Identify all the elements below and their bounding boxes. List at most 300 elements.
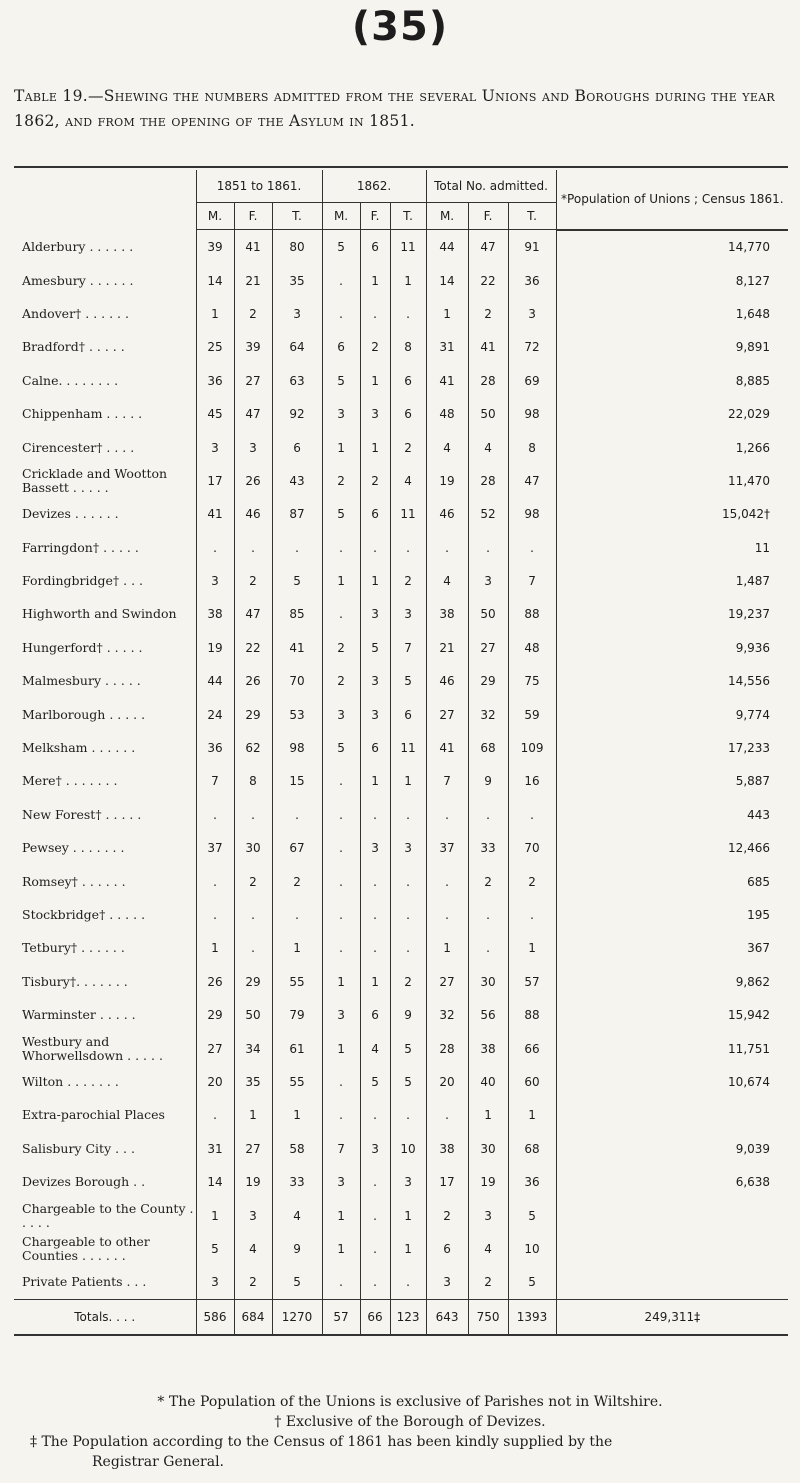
cell-period1-t: 79 xyxy=(272,998,322,1031)
cell-total-m: 4 xyxy=(426,564,468,597)
cell-period1-t: . xyxy=(272,798,322,831)
cell-total-f: 41 xyxy=(468,331,508,364)
cell-period2-m: . xyxy=(322,264,360,297)
cell-period1-m: 3 xyxy=(196,564,234,597)
footnote-star: * The Population of the Unions is exclusive of Parishes not in Wiltshire. xyxy=(157,1394,663,1410)
cell-period1-m: 7 xyxy=(196,765,234,798)
cell-total-f: 3 xyxy=(468,1199,508,1232)
table-row xyxy=(14,297,788,330)
cell-period2-f: 6 xyxy=(360,731,390,764)
cell-period2-t: 1 xyxy=(390,264,426,297)
table-row xyxy=(14,564,788,597)
cell-period1-m: 38 xyxy=(196,598,234,631)
table-row xyxy=(14,932,788,965)
cell-period2-f: . xyxy=(360,1099,390,1132)
population-cell: 9,891 xyxy=(556,331,788,364)
cell-period1-m: 36 xyxy=(196,364,234,397)
population-cell: 11,470 xyxy=(556,464,788,497)
cell-period2-f: 5 xyxy=(360,1065,390,1098)
cell-period2-t: 4 xyxy=(390,464,426,497)
table-row xyxy=(14,898,788,931)
table-row xyxy=(14,832,788,865)
table-row xyxy=(14,1032,788,1065)
cell-period2-f: 3 xyxy=(360,1132,390,1165)
cell-period2-m: 1 xyxy=(322,1232,360,1265)
cell-period2-t: . xyxy=(390,297,426,330)
cell-total-f: 22 xyxy=(468,264,508,297)
cell-period1-t: 6 xyxy=(272,431,322,464)
cell-period2-t: 1 xyxy=(390,1232,426,1265)
cell-total-m: 37 xyxy=(426,832,468,865)
cell-period2-t: 10 xyxy=(390,1132,426,1165)
cell-period1-m: 1 xyxy=(196,1199,234,1232)
population-cell: 17,233 xyxy=(556,731,788,764)
cell-total-f: 29 xyxy=(468,665,508,698)
cell-period1-f: 2 xyxy=(234,1266,272,1300)
cell-period1-f: 26 xyxy=(234,464,272,497)
table-row xyxy=(14,631,788,664)
cell-total-f: 28 xyxy=(468,464,508,497)
table-row xyxy=(14,498,788,531)
cell-period1-t: 1270 xyxy=(272,1300,322,1336)
population-cell: 14,770 xyxy=(556,230,788,264)
row-name: Westbury and Whorwellsdown . . . . . xyxy=(22,1033,163,1063)
cell-period1-t: 55 xyxy=(272,1065,322,1098)
population-cell: 249,311‡ xyxy=(556,1300,788,1336)
table-row xyxy=(14,798,788,831)
cell-period2-f: . xyxy=(360,1165,390,1198)
cell-total-t: 3 xyxy=(508,297,556,330)
footnote-ddagger-cont: Registrar General. xyxy=(92,1454,224,1470)
cell-total-t: 109 xyxy=(508,731,556,764)
cell-period1-f: 2 xyxy=(234,865,272,898)
cell-period2-t: . xyxy=(390,798,426,831)
cell-total-f: 27 xyxy=(468,631,508,664)
cell-period1-f: 21 xyxy=(234,264,272,297)
cell-period1-t: 35 xyxy=(272,264,322,297)
table-row xyxy=(14,998,788,1031)
table-row xyxy=(14,331,788,364)
row-name: Marlborough . . . . . xyxy=(22,706,146,722)
row-name: Malmesbury . . . . . xyxy=(22,673,141,689)
cell-period2-t: 5 xyxy=(390,665,426,698)
cell-period2-t: 5 xyxy=(390,1032,426,1065)
cell-total-t: 48 xyxy=(508,631,556,664)
cell-period1-f: 34 xyxy=(234,1032,272,1065)
cell-period2-f: 66 xyxy=(360,1300,390,1336)
row-name: Melksham . . . . . . xyxy=(22,740,136,756)
cell-period1-m: . xyxy=(196,531,234,564)
cell-total-m: 27 xyxy=(426,965,468,998)
cell-period1-f: 2 xyxy=(234,297,272,330)
cell-period1-t: 5 xyxy=(272,564,322,597)
table-row xyxy=(14,431,788,464)
table-caption xyxy=(14,84,786,134)
table-row xyxy=(14,230,788,264)
population-cell: 12,466 xyxy=(556,832,788,865)
cell-period1-m: 3 xyxy=(196,431,234,464)
cell-period2-m: . xyxy=(322,865,360,898)
cell-total-t: 36 xyxy=(508,1165,556,1198)
cell-total-f: . xyxy=(468,798,508,831)
population-cell: 6,638 xyxy=(556,1165,788,1198)
cell-total-t: 98 xyxy=(508,498,556,531)
cell-total-m: 4 xyxy=(426,431,468,464)
cell-period2-t: 3 xyxy=(390,832,426,865)
cell-period1-m: 586 xyxy=(196,1300,234,1336)
cell-period1-m: 5 xyxy=(196,1232,234,1265)
population-cell: 8,885 xyxy=(556,364,788,397)
cell-total-t: 72 xyxy=(508,331,556,364)
cell-total-t: 68 xyxy=(508,1132,556,1165)
cell-period1-m: 36 xyxy=(196,731,234,764)
population-cell: 685 xyxy=(556,865,788,898)
cell-period1-f: 39 xyxy=(234,331,272,364)
cell-total-t: 88 xyxy=(508,998,556,1031)
cell-period2-t: . xyxy=(390,932,426,965)
cell-total-t: 10 xyxy=(508,1232,556,1265)
cell-total-t: 2 xyxy=(508,865,556,898)
row-name: Tisbury†. . . . . . . xyxy=(22,973,128,989)
cell-period1-f: 29 xyxy=(234,698,272,731)
population-cell: 9,039 xyxy=(556,1132,788,1165)
cell-period2-t: 8 xyxy=(390,331,426,364)
sub-header-t: T. xyxy=(508,203,556,230)
population-cell: 15,942 xyxy=(556,998,788,1031)
cell-period2-m: . xyxy=(322,832,360,865)
cell-total-m: 2 xyxy=(426,1199,468,1232)
cell-total-t: 5 xyxy=(508,1199,556,1232)
cell-total-m: 6 xyxy=(426,1232,468,1265)
table-row xyxy=(14,397,788,430)
cell-period2-f: . xyxy=(360,1266,390,1300)
cell-period1-m: 44 xyxy=(196,665,234,698)
cell-total-f: 4 xyxy=(468,1232,508,1265)
cell-period2-t: 1 xyxy=(390,1199,426,1232)
cell-total-m: 32 xyxy=(426,998,468,1031)
cell-period2-f: 3 xyxy=(360,397,390,430)
cell-period1-f: 41 xyxy=(234,230,272,264)
row-name: Tetbury† . . . . . . xyxy=(22,940,125,956)
table-row xyxy=(14,1065,788,1098)
cell-period1-f: . xyxy=(234,798,272,831)
cell-period1-f: 1 xyxy=(234,1099,272,1132)
cell-period2-f: 6 xyxy=(360,498,390,531)
cell-period1-f: 47 xyxy=(234,598,272,631)
cell-total-m: 20 xyxy=(426,1065,468,1098)
population-cell: 8,127 xyxy=(556,264,788,297)
cell-total-f: 30 xyxy=(468,965,508,998)
cell-period2-m: 2 xyxy=(322,464,360,497)
cell-period2-m: 3 xyxy=(322,397,360,430)
cell-period1-t: 1 xyxy=(272,1099,322,1132)
cell-total-m: . xyxy=(426,798,468,831)
cell-period1-m: . xyxy=(196,1099,234,1132)
cell-period1-t: 70 xyxy=(272,665,322,698)
cell-total-f: 9 xyxy=(468,765,508,798)
cell-total-m: 46 xyxy=(426,498,468,531)
population-cell: 9,774 xyxy=(556,698,788,731)
row-name: Highworth and Swindon xyxy=(22,606,177,622)
cell-period2-m: . xyxy=(322,932,360,965)
cell-period1-t: 15 xyxy=(272,765,322,798)
cell-total-m: 643 xyxy=(426,1300,468,1336)
footnote-ddagger: ‡ The Population according to the Census of 1861 has been kindly supplied by the xyxy=(30,1434,613,1450)
cell-period1-f: 62 xyxy=(234,731,272,764)
cell-period2-t: 6 xyxy=(390,397,426,430)
cell-period1-t: 92 xyxy=(272,397,322,430)
population-cell xyxy=(556,1199,788,1232)
cell-period1-m: 29 xyxy=(196,998,234,1031)
cell-period1-m: 20 xyxy=(196,1065,234,1098)
cell-total-f: . xyxy=(468,898,508,931)
cell-period2-f: 4 xyxy=(360,1032,390,1065)
cell-period2-m: 1 xyxy=(322,1199,360,1232)
cell-total-m: 17 xyxy=(426,1165,468,1198)
cell-total-f: 19 xyxy=(468,1165,508,1198)
cell-total-t: 1 xyxy=(508,1099,556,1132)
cell-total-m: 7 xyxy=(426,765,468,798)
table-row xyxy=(14,698,788,731)
cell-total-f: 40 xyxy=(468,1065,508,1098)
row-name: Calne. . . . . . . . xyxy=(22,372,119,388)
population-cell: 9,862 xyxy=(556,965,788,998)
cell-period1-f: 27 xyxy=(234,1132,272,1165)
cell-period1-f: 3 xyxy=(234,1199,272,1232)
cell-period2-f: . xyxy=(360,865,390,898)
population-cell: 11,751 xyxy=(556,1032,788,1065)
cell-period1-m: 3 xyxy=(196,1266,234,1300)
cell-period1-m: 1 xyxy=(196,297,234,330)
cell-period1-f: 4 xyxy=(234,1232,272,1265)
cell-total-m: 27 xyxy=(426,698,468,731)
table-row xyxy=(14,598,788,631)
cell-period2-m: 5 xyxy=(322,364,360,397)
cell-period2-m: 2 xyxy=(322,631,360,664)
footnote-dagger: † Exclusive of the Borough of Devizes. xyxy=(274,1414,546,1430)
cell-total-f: 68 xyxy=(468,731,508,764)
cell-total-f: 1 xyxy=(468,1099,508,1132)
cell-total-f: 56 xyxy=(468,998,508,1031)
row-name: Extra-parochial Places xyxy=(22,1107,165,1123)
cell-period1-t: . xyxy=(272,531,322,564)
cell-period2-f: . xyxy=(360,1199,390,1232)
cell-total-m: 44 xyxy=(426,230,468,264)
table-row xyxy=(14,1132,788,1165)
cell-period1-t: 5 xyxy=(272,1266,322,1300)
sub-header-m: M. xyxy=(322,203,360,230)
row-name: Devizes . . . . . . xyxy=(22,506,119,522)
cell-total-m: 21 xyxy=(426,631,468,664)
cell-period2-m: 7 xyxy=(322,1132,360,1165)
table-row xyxy=(14,765,788,798)
row-name: Alderbury . . . . . . xyxy=(22,238,134,254)
cell-period1-m: 14 xyxy=(196,1165,234,1198)
population-cell: 195 xyxy=(556,898,788,931)
population-cell: 11 xyxy=(556,531,788,564)
cell-total-m: 41 xyxy=(426,731,468,764)
row-name: Fordingbridge† . . . xyxy=(22,573,144,589)
cell-period1-t: 1 xyxy=(272,932,322,965)
total-header: Total No. admitted. xyxy=(426,170,556,203)
cell-total-m: 1 xyxy=(426,297,468,330)
cell-period1-f: 26 xyxy=(234,665,272,698)
table-row xyxy=(14,364,788,397)
cell-period2-m: . xyxy=(322,531,360,564)
cell-period1-t: 98 xyxy=(272,731,322,764)
cell-period1-t: 85 xyxy=(272,598,322,631)
population-cell: 15,042† xyxy=(556,498,788,531)
corner-cell xyxy=(14,170,196,203)
population-header: *Population of Unions ; Census 1861. xyxy=(556,170,788,230)
cell-total-f: 32 xyxy=(468,698,508,731)
cell-period2-t: . xyxy=(390,1266,426,1300)
table-row xyxy=(14,531,788,564)
population-cell: 5,887 xyxy=(556,765,788,798)
table-row xyxy=(14,264,788,297)
cell-period2-t: 5 xyxy=(390,1065,426,1098)
cell-period2-f: 5 xyxy=(360,631,390,664)
table-row xyxy=(14,965,788,998)
cell-period2-t: 6 xyxy=(390,364,426,397)
cell-period2-m: 1 xyxy=(322,564,360,597)
cell-period1-f: 8 xyxy=(234,765,272,798)
cell-period1-t: 63 xyxy=(272,364,322,397)
table-body xyxy=(14,230,788,1336)
cell-period1-t: 53 xyxy=(272,698,322,731)
row-name: Chippenham . . . . . xyxy=(22,406,143,422)
row-name: Wilton . . . . . . . xyxy=(22,1073,119,1089)
cell-total-m: . xyxy=(426,865,468,898)
cell-period2-t: . xyxy=(390,531,426,564)
population-cell: 367 xyxy=(556,932,788,965)
cell-period2-m: . xyxy=(322,1065,360,1098)
cell-period1-m: 31 xyxy=(196,1132,234,1165)
cell-period1-f: 27 xyxy=(234,364,272,397)
cell-total-f: . xyxy=(468,531,508,564)
cell-period1-f: 2 xyxy=(234,564,272,597)
caption-label: Table 19. xyxy=(14,87,88,105)
cell-total-m: 3 xyxy=(426,1266,468,1300)
cell-total-m: 41 xyxy=(426,364,468,397)
row-name: Totals. . . . xyxy=(14,1300,196,1336)
cell-total-t: 75 xyxy=(508,665,556,698)
cell-period2-f: 1 xyxy=(360,564,390,597)
cell-period1-m: 24 xyxy=(196,698,234,731)
cell-period2-m: 5 xyxy=(322,731,360,764)
cell-period2-f: . xyxy=(360,297,390,330)
page-number: (35) xyxy=(351,4,449,50)
cell-period2-m: . xyxy=(322,798,360,831)
row-name: Salisbury City . . . xyxy=(22,1140,135,1156)
cell-period1-m: . xyxy=(196,798,234,831)
cell-period1-t: 9 xyxy=(272,1232,322,1265)
population-cell xyxy=(556,1266,788,1300)
cell-period1-f: . xyxy=(234,531,272,564)
cell-total-m: 1 xyxy=(426,932,468,965)
cell-total-f: 50 xyxy=(468,397,508,430)
cell-total-f: 33 xyxy=(468,832,508,865)
cell-period2-t: . xyxy=(390,898,426,931)
population-cell: 9,936 xyxy=(556,631,788,664)
cell-total-f: 2 xyxy=(468,1266,508,1300)
table-row xyxy=(14,1199,788,1232)
cell-period1-f: 684 xyxy=(234,1300,272,1336)
cell-period2-f: 1 xyxy=(360,364,390,397)
row-name: Hungerford† . . . . . xyxy=(22,639,143,655)
cell-period2-t: 1 xyxy=(390,765,426,798)
row-name: Warminster . . . . . xyxy=(22,1007,136,1023)
cell-period2-f: 1 xyxy=(360,431,390,464)
row-name: Romsey† . . . . . . xyxy=(22,873,126,889)
cell-period1-t: 64 xyxy=(272,331,322,364)
cell-total-m: 14 xyxy=(426,264,468,297)
cell-period2-t: 2 xyxy=(390,564,426,597)
cell-period2-f: 3 xyxy=(360,832,390,865)
cell-period2-t: 7 xyxy=(390,631,426,664)
cell-period1-f: . xyxy=(234,898,272,931)
cell-period2-t: 11 xyxy=(390,230,426,264)
cell-total-f: . xyxy=(468,932,508,965)
sub-header-m: M. xyxy=(196,203,234,230)
table-row xyxy=(14,1266,788,1300)
cell-period2-m: . xyxy=(322,1099,360,1132)
cell-period2-f: 1 xyxy=(360,264,390,297)
sub-header-f: F. xyxy=(234,203,272,230)
cell-period2-f: 2 xyxy=(360,331,390,364)
cell-total-f: 28 xyxy=(468,364,508,397)
cell-period1-t: . xyxy=(272,898,322,931)
footnotes xyxy=(30,1392,790,1472)
cell-total-t: 36 xyxy=(508,264,556,297)
population-cell: 443 xyxy=(556,798,788,831)
cell-period2-m: . xyxy=(322,765,360,798)
cell-total-f: 3 xyxy=(468,564,508,597)
cell-total-m: . xyxy=(426,1099,468,1132)
cell-period2-m: 2 xyxy=(322,665,360,698)
cell-total-t: 69 xyxy=(508,364,556,397)
population-cell: 1,266 xyxy=(556,431,788,464)
period1-header: 1851 to 1861. xyxy=(196,170,322,203)
cell-period1-t: 4 xyxy=(272,1199,322,1232)
cell-period2-t: 3 xyxy=(390,598,426,631)
admissions-table xyxy=(14,170,788,1336)
cell-period1-f: 22 xyxy=(234,631,272,664)
cell-period1-t: 61 xyxy=(272,1032,322,1065)
population-cell: 19,237 xyxy=(556,598,788,631)
cell-period2-m: 5 xyxy=(322,498,360,531)
cell-total-f: 2 xyxy=(468,865,508,898)
cell-period1-m: 17 xyxy=(196,464,234,497)
caption-text: —Shewing the numbers admitted from the several Unions and Boroughs during the year 1862, and from the opening of the Asylum in 1851. xyxy=(14,87,775,130)
cell-period1-t: 58 xyxy=(272,1132,322,1165)
cell-period2-t: . xyxy=(390,865,426,898)
cell-total-t: 47 xyxy=(508,464,556,497)
sub-header-m: M. xyxy=(426,203,468,230)
cell-period2-f: 1 xyxy=(360,765,390,798)
cell-period1-t: 87 xyxy=(272,498,322,531)
cell-period1-t: 67 xyxy=(272,832,322,865)
cell-total-f: 50 xyxy=(468,598,508,631)
cell-period1-m: 1 xyxy=(196,932,234,965)
cell-period1-m: 19 xyxy=(196,631,234,664)
cell-period2-m: . xyxy=(322,898,360,931)
cell-period1-m: . xyxy=(196,898,234,931)
sub-header-t: T. xyxy=(390,203,426,230)
population-cell xyxy=(556,1232,788,1265)
cell-total-t: 5 xyxy=(508,1266,556,1300)
cell-period1-f: 47 xyxy=(234,397,272,430)
